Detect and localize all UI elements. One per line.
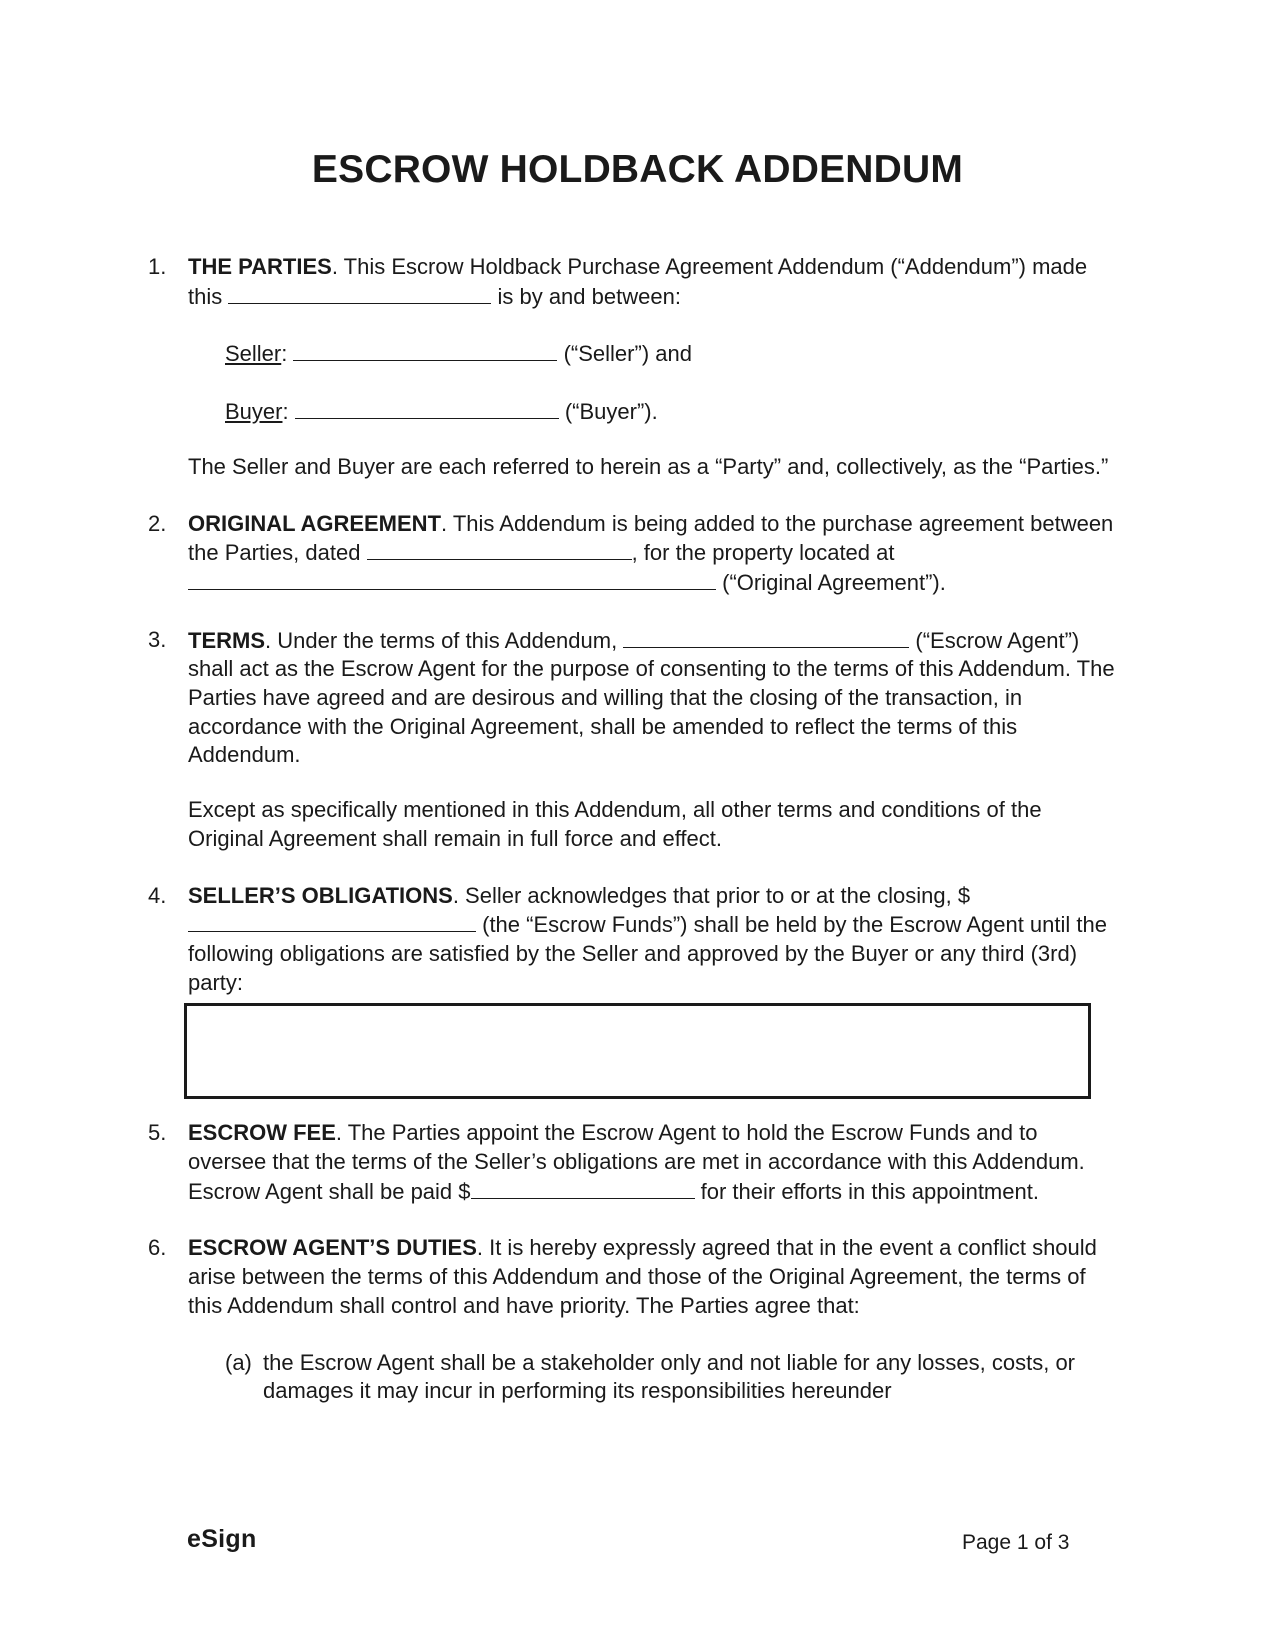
section-number: 5. xyxy=(148,1120,167,1146)
section-text: . This Escrow Holdback Purchase Agreement Addendum (“Addendum”) made this xyxy=(188,254,1088,309)
obligations-text-box[interactable] xyxy=(184,1003,1091,1099)
section-text: (the “Escrow Funds”) shall be held by the Escrow Agent until the following obligations are satisfied by the Seller and approved by the Buyer or any third (3rd) party: xyxy=(188,912,1107,995)
agreement-date-field[interactable] xyxy=(367,538,632,560)
section-number: 6. xyxy=(148,1235,167,1261)
parties-closing-text: The Seller and Buyer are each referred to herein as a “Party” and, collectively, as the “Parties.” xyxy=(188,453,1109,479)
section-text: is by and between: xyxy=(491,283,681,309)
section-number: 4. xyxy=(148,882,167,908)
section-paragraph xyxy=(188,626,1115,771)
section-text: (“Original Agreement”). xyxy=(716,569,946,595)
section-paragraph xyxy=(188,1119,1115,1206)
section-heading: ESCROW FEE xyxy=(188,1120,336,1146)
section-paragraph xyxy=(188,882,1115,998)
section-heading: TERMS xyxy=(188,627,265,653)
subitem-label: (a) xyxy=(225,1349,252,1375)
duties-subitem-a xyxy=(225,1349,1115,1406)
buyer-suffix: (“Buyer”). xyxy=(558,399,658,425)
section-number: 2. xyxy=(148,510,167,536)
seller-label: Seller xyxy=(225,341,282,367)
section-escrow-fee xyxy=(0,1119,1275,1206)
esign-logo: eSign xyxy=(187,1525,257,1553)
section-heading: THE PARTIES xyxy=(188,254,332,279)
section-paragraph xyxy=(188,510,1115,598)
section-sellers-obligations xyxy=(0,882,1275,1100)
date-blank-field[interactable] xyxy=(228,282,491,304)
section-heading: ESCROW AGENT’S DUTIES xyxy=(188,1235,477,1261)
section-terms xyxy=(0,626,1275,854)
escrow-fee-amount-field[interactable] xyxy=(471,1177,695,1199)
section-heading: ORIGINAL AGREEMENT xyxy=(188,510,442,536)
section-escrow-agents-duties xyxy=(0,1234,1275,1406)
document-title: ESCROW HOLDBACK ADDENDUM xyxy=(311,148,964,191)
section-text: . This Addendum is being added to the purchase agreement between the Parties, dated xyxy=(188,510,1114,566)
seller-name-field[interactable] xyxy=(293,339,557,361)
section-original-agreement xyxy=(0,510,1275,598)
property-address-field[interactable] xyxy=(188,568,716,590)
subitem-text: the Escrow Agent shall be a stakeholder only and not liable for any losses, costs, or damages it may incur in performing its responsibilities hereunder xyxy=(263,1349,1076,1404)
section-parties xyxy=(0,253,1275,482)
page-number: Page 1 of 3 xyxy=(962,1531,1070,1554)
section-number: 3. xyxy=(148,626,167,652)
section-number: 1. xyxy=(148,254,167,279)
escrow-funds-amount-field[interactable] xyxy=(188,910,476,932)
section-text: for their efforts in this appointment. xyxy=(694,1178,1039,1204)
terms-second-paragraph: Except as specifically mentioned in this Addendum, all other terms and conditions of the Original Agreement shall remain in full force and effect. xyxy=(188,797,1042,851)
section-paragraph xyxy=(188,253,1115,311)
buyer-line: Buyer: (“Buyer”). xyxy=(225,399,658,425)
section-text: , for the property located at xyxy=(631,540,895,566)
section-heading: SELLER’S OBLIGATIONS xyxy=(188,882,453,908)
section-text: . Under the terms of this Addendum, xyxy=(265,627,624,653)
buyer-label: Buyer xyxy=(225,399,283,425)
section-text: . It is hereby expressly agreed that in the event a conflict should arise between the terms of this Addendum and those of the Original Agreement, the terms of this Addendum shall control and have priority. The Parties agree that: xyxy=(188,1235,1097,1318)
seller-line: Seller: (“Seller”) and xyxy=(225,341,692,367)
escrow-agent-name-field[interactable] xyxy=(623,626,909,648)
section-paragraph xyxy=(188,1234,1115,1320)
section-text: . Seller acknowledges that prior to or at the closing, $ xyxy=(452,882,971,908)
section-text: . The Parties appoint the Escrow Agent to hold the Escrow Funds and to oversee that the terms of the Seller’s obligations are met in accordance with this Addendum. Escrow Agent shall be paid $ xyxy=(188,1120,1085,1204)
seller-suffix: (“Seller”) and xyxy=(557,341,692,367)
section-text: (“Escrow Agent”) shall act as the Escrow Agent for the purpose of consenting to the terms of this Addendum. The Parties have agreed and are desirous and willing that the closing of the transaction, in accordance with the Original Agreement, shall be amended to reflect the terms of this Addendum. xyxy=(188,627,1115,768)
buyer-name-field[interactable] xyxy=(295,397,559,419)
document-body xyxy=(0,253,1275,1434)
